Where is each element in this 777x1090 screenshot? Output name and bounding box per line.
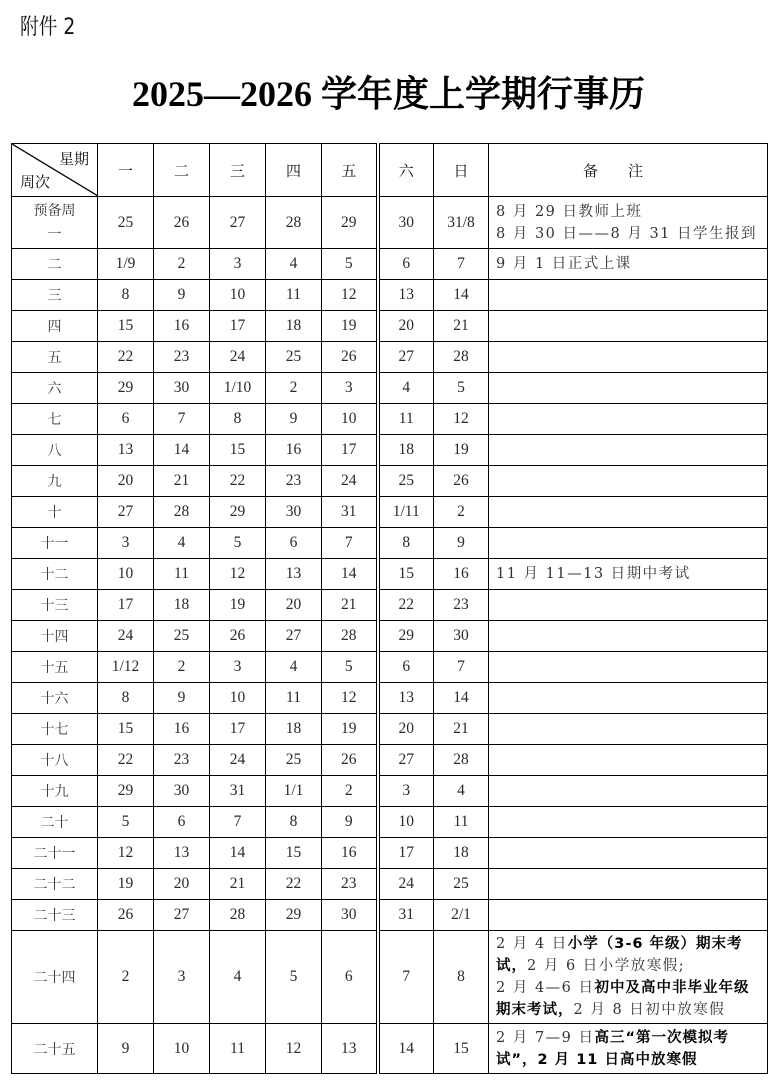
date-cell: 4 <box>210 931 266 1024</box>
corner-label-week: 周次 <box>20 173 51 191</box>
date-cell: 30 <box>434 621 489 652</box>
date-cell: 31 <box>322 497 378 528</box>
date-cell: 12 <box>98 838 154 869</box>
date-cell: 8 <box>210 404 266 435</box>
table-row <box>12 404 768 435</box>
date-cell: 8 <box>266 807 322 838</box>
date-cell: 1/1 <box>266 776 322 807</box>
date-cell: 14 <box>322 559 378 590</box>
date-cell: 1/9 <box>98 249 154 280</box>
date-cell: 16 <box>322 838 378 869</box>
date-cell: 5 <box>322 652 378 683</box>
date-cell: 20 <box>378 311 434 342</box>
date-cell: 15 <box>434 1024 489 1074</box>
date-cell: 22 <box>98 342 154 373</box>
date-cell: 17 <box>322 435 378 466</box>
date-cell: 6 <box>378 249 434 280</box>
date-cell: 3 <box>322 373 378 404</box>
table-row <box>12 745 768 776</box>
notes-cell <box>489 404 768 435</box>
notes-cell <box>489 373 768 404</box>
date-cell: 2 <box>154 249 210 280</box>
week-number-cell: 二十三 <box>12 900 98 931</box>
date-cell: 13 <box>98 435 154 466</box>
date-cell: 30 <box>322 900 378 931</box>
weekday-header-sun: 日 <box>434 144 489 197</box>
date-cell: 22 <box>98 745 154 776</box>
date-cell: 20 <box>98 466 154 497</box>
notes-cell <box>489 466 768 497</box>
notes-cell <box>489 745 768 776</box>
date-cell: 6 <box>322 931 378 1024</box>
date-cell: 3 <box>154 931 210 1024</box>
attachment-label: 附件 2 <box>20 15 76 40</box>
note-text-bold: 小学（3-6 年级）期末考试， <box>496 936 743 974</box>
notes-header: 备注 <box>489 144 768 197</box>
week-number-cell: 十 <box>12 497 98 528</box>
date-cell: 12 <box>434 404 489 435</box>
date-cell: 10 <box>98 559 154 590</box>
date-cell: 25 <box>266 745 322 776</box>
week-number-cell: 十九 <box>12 776 98 807</box>
date-cell: 18 <box>434 838 489 869</box>
date-cell: 1/12 <box>98 652 154 683</box>
date-cell: 25 <box>154 621 210 652</box>
date-cell: 11 <box>154 559 210 590</box>
date-cell: 4 <box>266 652 322 683</box>
date-cell: 27 <box>154 900 210 931</box>
note-text: 8 月 30 日——8 月 31 日学生报到 <box>496 225 758 242</box>
date-cell: 15 <box>210 435 266 466</box>
date-cell: 2 <box>154 652 210 683</box>
week-number-cell: 五 <box>12 342 98 373</box>
date-cell: 27 <box>378 745 434 776</box>
date-cell: 31 <box>210 776 266 807</box>
date-cell: 10 <box>210 683 266 714</box>
date-cell: 15 <box>98 714 154 745</box>
date-cell: 30 <box>154 373 210 404</box>
note-text: 2 月 7—9 日 <box>496 1029 595 1046</box>
week-number-cell: 二十 <box>12 807 98 838</box>
date-cell: 22 <box>378 590 434 621</box>
table-row <box>12 466 768 497</box>
date-cell: 22 <box>266 869 322 900</box>
notes-cell <box>489 559 768 590</box>
date-cell: 4 <box>434 776 489 807</box>
date-cell: 22 <box>210 466 266 497</box>
note-line <box>496 253 760 275</box>
date-cell: 25 <box>378 466 434 497</box>
table-row <box>12 683 768 714</box>
notes-cell <box>489 931 768 1024</box>
date-cell: 11 <box>378 404 434 435</box>
date-cell: 18 <box>266 311 322 342</box>
date-cell: 26 <box>434 466 489 497</box>
date-cell: 26 <box>210 621 266 652</box>
date-cell: 17 <box>98 590 154 621</box>
date-cell: 7 <box>154 404 210 435</box>
table-row <box>12 900 768 931</box>
date-cell: 17 <box>378 838 434 869</box>
date-cell: 25 <box>98 197 154 249</box>
header-row <box>12 144 768 197</box>
date-cell: 8 <box>378 528 434 559</box>
week-number-cell: 二十一 <box>12 838 98 869</box>
date-cell: 8 <box>98 683 154 714</box>
date-cell: 27 <box>378 342 434 373</box>
weekday-header-tue: 二 <box>154 144 210 197</box>
date-cell: 23 <box>434 590 489 621</box>
date-cell: 4 <box>266 249 322 280</box>
date-cell: 19 <box>322 311 378 342</box>
date-cell: 25 <box>434 869 489 900</box>
date-cell: 18 <box>154 590 210 621</box>
date-cell: 24 <box>322 466 378 497</box>
week-number-cell: 十一 <box>12 528 98 559</box>
week-label-sub: 一 <box>47 226 62 243</box>
date-cell: 10 <box>322 404 378 435</box>
date-cell: 5 <box>322 249 378 280</box>
notes-cell <box>489 776 768 807</box>
date-cell: 2 <box>98 931 154 1024</box>
table-row <box>12 559 768 590</box>
date-cell: 28 <box>210 900 266 931</box>
date-cell: 23 <box>154 745 210 776</box>
week-number-cell: 二十二 <box>12 869 98 900</box>
notes-cell <box>489 197 768 249</box>
date-cell: 4 <box>154 528 210 559</box>
date-cell: 19 <box>322 714 378 745</box>
week-number-cell: 十八 <box>12 745 98 776</box>
date-cell: 9 <box>434 528 489 559</box>
date-cell: 21 <box>322 590 378 621</box>
date-cell: 20 <box>154 869 210 900</box>
note-text: 9 月 1 日正式上课 <box>496 256 632 272</box>
table-row <box>12 249 768 280</box>
date-cell: 24 <box>378 869 434 900</box>
table-row <box>12 714 768 745</box>
date-cell: 7 <box>434 249 489 280</box>
table-row <box>12 435 768 466</box>
date-cell: 2 <box>266 373 322 404</box>
date-cell: 9 <box>266 404 322 435</box>
weekday-header-wed: 三 <box>210 144 266 197</box>
notes-cell <box>489 621 768 652</box>
week-number-cell: 三 <box>12 280 98 311</box>
date-cell: 26 <box>322 342 378 373</box>
date-cell: 31 <box>378 900 434 931</box>
notes-cell <box>489 280 768 311</box>
week-number-cell <box>12 197 98 249</box>
date-cell: 29 <box>378 621 434 652</box>
date-cell: 20 <box>266 590 322 621</box>
date-cell: 27 <box>266 621 322 652</box>
week-number-cell: 十六 <box>12 683 98 714</box>
date-cell: 1/11 <box>378 497 434 528</box>
date-cell: 16 <box>154 311 210 342</box>
table-row <box>12 652 768 683</box>
notes-cell <box>489 435 768 466</box>
corner-header-cell <box>12 144 98 197</box>
date-cell: 2 <box>434 497 489 528</box>
date-cell: 24 <box>98 621 154 652</box>
note-text: 2 月 4 日 <box>496 936 568 952</box>
notes-cell <box>489 652 768 683</box>
date-cell: 3 <box>210 249 266 280</box>
date-cell: 6 <box>98 404 154 435</box>
date-cell: 8 <box>98 280 154 311</box>
date-cell: 1/10 <box>210 373 266 404</box>
date-cell: 11 <box>266 683 322 714</box>
date-cell: 19 <box>98 869 154 900</box>
date-cell: 12 <box>322 280 378 311</box>
date-cell: 6 <box>154 807 210 838</box>
week-number-cell: 六 <box>12 373 98 404</box>
date-cell: 29 <box>266 900 322 931</box>
table-row <box>12 807 768 838</box>
notes-cell <box>489 311 768 342</box>
date-cell: 2 <box>322 776 378 807</box>
date-cell: 12 <box>210 559 266 590</box>
table-row <box>12 311 768 342</box>
week-number-cell: 十三 <box>12 590 98 621</box>
date-cell: 13 <box>378 280 434 311</box>
weekday-header-sat: 六 <box>378 144 434 197</box>
note-line <box>496 201 760 223</box>
date-cell: 12 <box>322 683 378 714</box>
table-row <box>12 197 768 249</box>
date-cell: 15 <box>378 559 434 590</box>
date-cell: 6 <box>378 652 434 683</box>
table-row <box>12 590 768 621</box>
table-row <box>12 342 768 373</box>
date-cell: 14 <box>210 838 266 869</box>
table-row <box>12 621 768 652</box>
date-cell: 10 <box>378 807 434 838</box>
date-cell: 29 <box>98 373 154 404</box>
week-number-cell: 八 <box>12 435 98 466</box>
date-cell: 29 <box>98 776 154 807</box>
date-cell: 20 <box>378 714 434 745</box>
weekday-header-mon: 一 <box>98 144 154 197</box>
date-cell: 27 <box>98 497 154 528</box>
week-number-cell: 九 <box>12 466 98 497</box>
week-number-cell: 十四 <box>12 621 98 652</box>
date-cell: 8 <box>434 931 489 1024</box>
table-row <box>12 497 768 528</box>
notes-cell <box>489 342 768 373</box>
date-cell: 14 <box>154 435 210 466</box>
notes-cell <box>489 900 768 931</box>
date-cell: 31/8 <box>434 197 489 249</box>
calendar-body <box>12 197 768 1074</box>
notes-cell <box>489 497 768 528</box>
note-text: 8 月 29 日教师上班 <box>496 203 643 220</box>
date-cell: 5 <box>210 528 266 559</box>
date-cell: 16 <box>434 559 489 590</box>
week-number-cell: 二 <box>12 249 98 280</box>
date-cell: 17 <box>210 311 266 342</box>
date-cell: 27 <box>210 197 266 249</box>
date-cell: 28 <box>154 497 210 528</box>
date-cell: 18 <box>266 714 322 745</box>
date-cell: 12 <box>266 1024 322 1074</box>
weekday-header-thu: 四 <box>266 144 322 197</box>
note-line <box>496 563 760 585</box>
week-number-cell: 二十五 <box>12 1024 98 1074</box>
date-cell: 13 <box>154 838 210 869</box>
date-cell: 26 <box>322 745 378 776</box>
date-cell: 7 <box>210 807 266 838</box>
date-cell: 11 <box>266 280 322 311</box>
date-cell: 9 <box>154 280 210 311</box>
date-cell: 21 <box>154 466 210 497</box>
table-row <box>12 1024 768 1074</box>
date-cell: 4 <box>378 373 434 404</box>
date-cell: 3 <box>378 776 434 807</box>
date-cell: 7 <box>434 652 489 683</box>
date-cell: 28 <box>266 197 322 249</box>
date-cell: 13 <box>266 559 322 590</box>
date-cell: 30 <box>378 197 434 249</box>
week-number-cell: 二十四 <box>12 931 98 1024</box>
notes-cell <box>489 807 768 838</box>
date-cell: 23 <box>322 869 378 900</box>
corner-label-weekday: 星期 <box>58 150 89 168</box>
date-cell: 10 <box>154 1024 210 1074</box>
date-cell: 29 <box>322 197 378 249</box>
notes-cell <box>489 528 768 559</box>
date-cell: 11 <box>210 1024 266 1074</box>
notes-cell <box>489 590 768 621</box>
week-label: 预备周 <box>33 202 76 219</box>
table-row <box>12 776 768 807</box>
table-row <box>12 528 768 559</box>
date-cell: 13 <box>322 1024 378 1074</box>
note-text: 2 月 6 日小学放寒假; <box>527 958 686 974</box>
calendar-table <box>11 143 768 1074</box>
date-cell: 28 <box>434 745 489 776</box>
notes-cell <box>489 683 768 714</box>
date-cell: 21 <box>434 311 489 342</box>
table-row <box>12 280 768 311</box>
date-cell: 14 <box>434 280 489 311</box>
notes-cell <box>489 714 768 745</box>
date-cell: 15 <box>266 838 322 869</box>
notes-cell <box>489 1024 768 1074</box>
date-cell: 19 <box>210 590 266 621</box>
week-number-cell: 十二 <box>12 559 98 590</box>
date-cell: 9 <box>322 807 378 838</box>
date-cell: 17 <box>210 714 266 745</box>
date-cell: 30 <box>154 776 210 807</box>
table-row <box>12 869 768 900</box>
week-number-cell: 十五 <box>12 652 98 683</box>
notes-cell <box>489 869 768 900</box>
note-text: 2 月 8 日初中放寒假 <box>573 1002 726 1018</box>
date-cell: 11 <box>434 807 489 838</box>
note-line <box>496 933 760 977</box>
note-text-bold: 初中及高中非毕业年级期末考试， <box>496 980 750 1018</box>
week-number-cell: 十七 <box>12 714 98 745</box>
date-cell: 3 <box>98 528 154 559</box>
date-cell: 28 <box>322 621 378 652</box>
date-cell: 7 <box>322 528 378 559</box>
date-cell: 26 <box>98 900 154 931</box>
date-cell: 3 <box>210 652 266 683</box>
date-cell: 23 <box>154 342 210 373</box>
date-cell: 24 <box>210 745 266 776</box>
date-cell: 25 <box>266 342 322 373</box>
date-cell: 5 <box>266 931 322 1024</box>
notes-cell <box>489 838 768 869</box>
weekday-header-fri: 五 <box>322 144 378 197</box>
note-line <box>496 977 760 1021</box>
date-cell: 19 <box>434 435 489 466</box>
week-number-cell: 七 <box>12 404 98 435</box>
date-cell: 26 <box>154 197 210 249</box>
date-cell: 18 <box>378 435 434 466</box>
table-row <box>12 838 768 869</box>
date-cell: 30 <box>266 497 322 528</box>
date-cell: 16 <box>266 435 322 466</box>
note-text: 11 月 11—13 日期中考试 <box>496 566 691 582</box>
date-cell: 21 <box>210 869 266 900</box>
table-row <box>12 931 768 1024</box>
date-cell: 5 <box>434 373 489 404</box>
date-cell: 16 <box>154 714 210 745</box>
date-cell: 13 <box>378 683 434 714</box>
date-cell: 5 <box>98 807 154 838</box>
date-cell: 9 <box>98 1024 154 1074</box>
date-cell: 6 <box>266 528 322 559</box>
date-cell: 14 <box>378 1024 434 1074</box>
note-text-bold: 高三“第一次模拟考试”，2 月 11 日高中放寒假 <box>496 1029 730 1068</box>
table-row <box>12 373 768 404</box>
date-cell: 15 <box>98 311 154 342</box>
date-cell: 9 <box>154 683 210 714</box>
note-line <box>496 223 760 245</box>
date-cell: 21 <box>434 714 489 745</box>
date-cell: 7 <box>378 931 434 1024</box>
date-cell: 14 <box>434 683 489 714</box>
note-line <box>496 1027 760 1071</box>
date-cell: 29 <box>210 497 266 528</box>
date-cell: 23 <box>266 466 322 497</box>
date-cell: 24 <box>210 342 266 373</box>
date-cell: 28 <box>434 342 489 373</box>
date-cell: 10 <box>210 280 266 311</box>
page-title: 2025—2026 学年度上学期行事历 <box>131 74 645 114</box>
note-text: 2 月 4—6 日 <box>496 980 595 996</box>
date-cell: 2/1 <box>434 900 489 931</box>
week-number-cell: 四 <box>12 311 98 342</box>
notes-cell <box>489 249 768 280</box>
